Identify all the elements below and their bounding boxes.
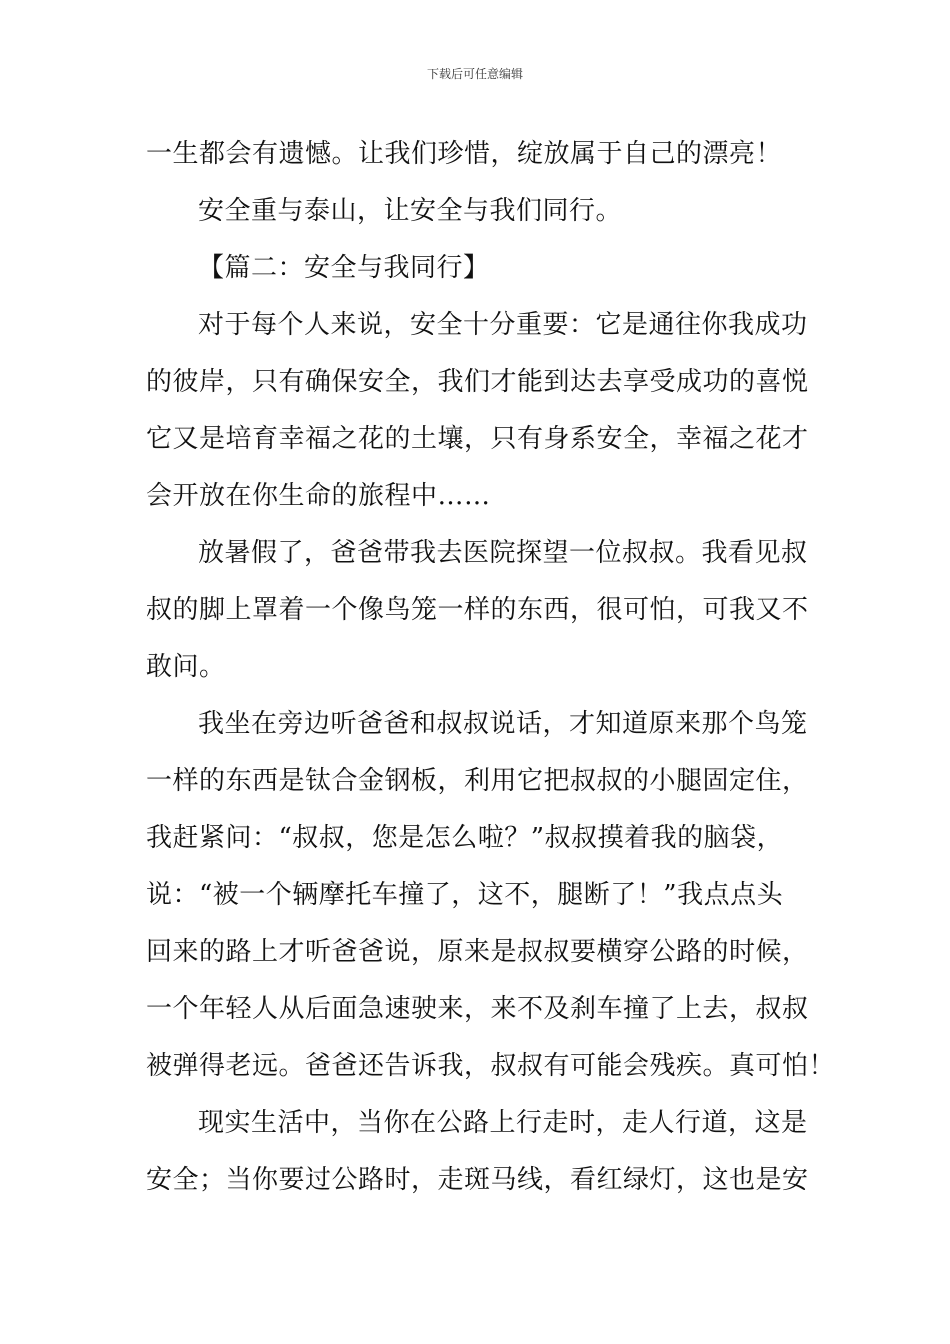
text-line: 叔的脚上罩着一个像鸟笼一样的东西，很可怕，可我又不	[146, 595, 809, 625]
text-line: 放暑假了，爸爸带我去医院探望一位叔叔。我看见叔	[198, 538, 808, 568]
text-line: 安全；当你要过公路时，走斑马线，看红绿灯，这也是安	[146, 1165, 809, 1195]
text-line: 敢问。	[146, 652, 226, 682]
page-header: 下载后可任意编辑	[426, 67, 523, 81]
text-line: 一生都会有遗憾。让我们珍惜，绽放属于自己的漂亮！	[146, 139, 783, 169]
text-line: 一样的东西是钛合金钢板，利用它把叔叔的小腿固定住，	[146, 766, 809, 796]
text-line: 安全重与泰山，让安全与我们同行。	[198, 196, 623, 226]
text-line: 一个年轻人从后面急速驶来，来不及刹车撞了上去，叔叔	[146, 994, 809, 1024]
text-line: 对于每个人来说，安全十分重要：它是通往你我成功	[198, 310, 808, 340]
text-line: 我坐在旁边听爸爸和叔叔说话，才知道原来那个鸟笼	[198, 709, 808, 739]
text-line: 被弹得老远。爸爸还告诉我，叔叔有可能会残疾。真可怕！	[146, 1051, 836, 1081]
text-line: 说：“被一个辆摩托车撞了，这不，腿断了！”我点点头	[146, 880, 784, 910]
text-line: 回来的路上才听爸爸说，原来是叔叔要横穿公路的时候，	[146, 937, 809, 967]
text-line: 它又是培育幸福之花的土壤，只有身系安全，幸福之花才	[146, 424, 809, 454]
text-line: 现实生活中，当你在公路上行走时，走人行道，这是	[198, 1108, 808, 1138]
section-heading: 【篇二：安全与我同行】	[198, 253, 490, 283]
text-line: 会开放在你生命的旅程中……	[146, 481, 491, 511]
text-line: 我赶紧问：“叔叔，您是怎么啦？”叔叔摸着我的脑袋，	[146, 823, 784, 853]
text-line: 的彼岸，只有确保安全，我们才能到达去享受成功的喜悦	[146, 367, 809, 397]
